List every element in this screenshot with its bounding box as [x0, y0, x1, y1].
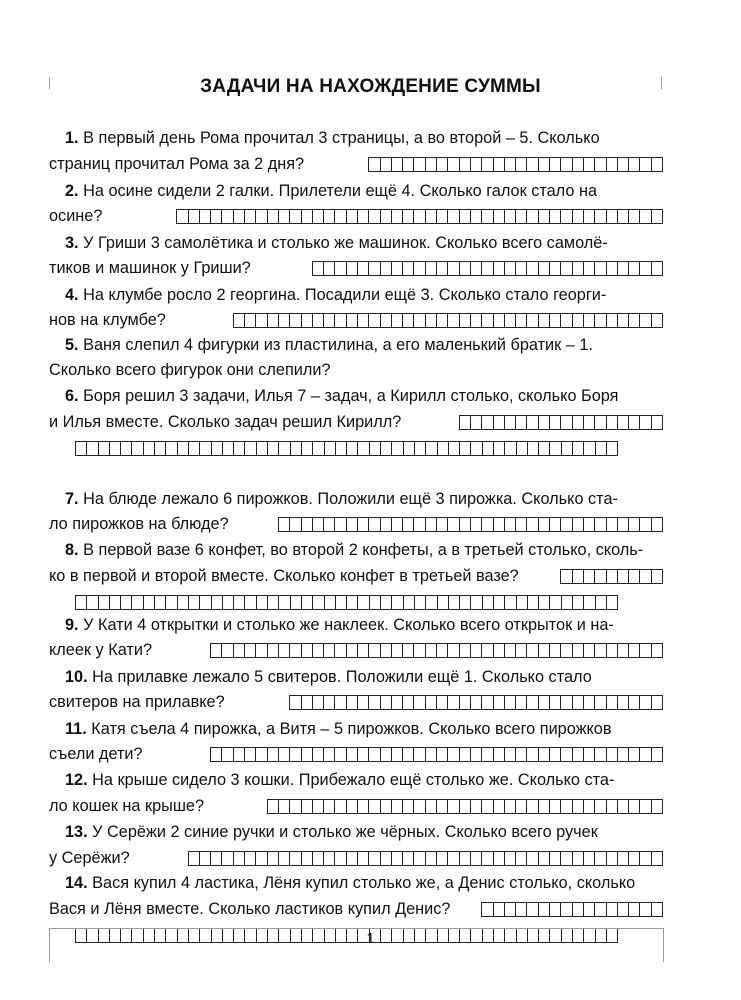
problem-line [49, 691, 663, 713]
problem-line [49, 284, 663, 306]
problem-number: 12. [65, 771, 88, 789]
answer-row [49, 437, 663, 459]
problem-line [49, 180, 663, 202]
answer-row [49, 591, 663, 613]
problem-line [49, 795, 663, 817]
problem-text: осине? [49, 207, 103, 225]
problem-line [49, 769, 663, 791]
problem-line [49, 488, 663, 510]
page-number: 1 [366, 930, 375, 947]
problem-line [49, 334, 663, 356]
problem-text: Вася и Лёня вместе. Сколько ластиков купил Денис? [49, 900, 451, 918]
answer-cell[interactable] [651, 695, 663, 710]
problem-text: В первой вазе 6 конфет, во второй 2 конфеты, а в третьей столько, сколь- [83, 541, 644, 559]
problem-text: свитеров на прилавке? [49, 693, 225, 711]
answer-cell[interactable] [651, 643, 663, 658]
problem-number: 11. [65, 720, 87, 738]
answer-boxes[interactable] [177, 209, 663, 224]
problem-text: страниц прочитал Рома за 2 дня? [49, 155, 305, 173]
answer-boxes[interactable] [268, 799, 663, 814]
problem-text: На блюде лежало 6 пирожков. Положили ещё 3 пирожка. Сколько ста- [83, 490, 618, 508]
problem-line [49, 385, 663, 407]
answer-cell[interactable] [651, 415, 663, 430]
problem-text: На клумбе росло 2 георгина. Посадили ещё 3. Сколько стало георги- [83, 286, 607, 304]
problem-text: тиков и машинок у Гриши? [49, 259, 251, 277]
problem-number: 7. [65, 490, 79, 508]
problem-number: 14. [65, 874, 88, 892]
answer-cell[interactable] [651, 261, 663, 276]
problem-line [49, 898, 663, 920]
problem-text: съели дети? [49, 745, 143, 763]
problem-number: 9. [65, 616, 79, 634]
problem-line [49, 614, 663, 636]
answer-boxes[interactable] [482, 902, 663, 917]
problem-line [49, 309, 663, 331]
answer-boxes[interactable] [234, 313, 663, 328]
problem-number: 2. [65, 182, 79, 200]
problem-line [49, 232, 663, 254]
problem-number: 10. [65, 668, 88, 686]
answer-boxes[interactable] [189, 851, 663, 866]
answer-cell[interactable] [651, 209, 663, 224]
problem-text: ко в первой и второй вместе. Сколько конфет в третьей вазе? [49, 567, 519, 585]
problem-line [49, 153, 663, 175]
problem-number: 5. [65, 336, 79, 354]
problem-text: В первый день Рома прочитал 3 страницы, а во второй – 5. Сколько [83, 129, 600, 147]
problem-line [49, 821, 663, 843]
answer-boxes[interactable] [211, 643, 663, 658]
problem-text: У Кати 4 открытки и столько же наклеек. Сколько всего открыток и на- [83, 616, 614, 634]
problem-text: Катя съела 4 пирожка, а Витя – 5 пирожков. Сколько всего пирожков [91, 720, 612, 738]
answer-cell[interactable] [651, 747, 663, 762]
problem-line [49, 565, 663, 587]
answer-boxes[interactable] [460, 415, 663, 430]
problem-text: На крыше сидело 3 кошки. Прибежало ещё столько же. Сколько ста- [92, 771, 615, 789]
problem-line [49, 257, 663, 279]
problem-text: клеек у Кати? [49, 641, 153, 659]
problem-text: У Гриши 3 самолётика и столько же машинок. Сколько всего самолё- [83, 234, 608, 252]
answer-boxes[interactable] [290, 695, 663, 710]
problem-text: ло пирожков на блюде? [49, 515, 229, 533]
problem-line [49, 359, 663, 381]
problem-line [49, 718, 663, 740]
answer-cell[interactable] [651, 902, 663, 917]
answer-boxes[interactable] [313, 261, 663, 276]
answer-boxes[interactable] [76, 595, 618, 610]
problem-line [49, 666, 663, 688]
answer-cell[interactable] [651, 569, 663, 584]
problem-text: На осине сидели 2 галки. Прилетели ещё 4. Сколько галок стало на [83, 182, 597, 200]
answer-boxes[interactable] [369, 157, 663, 172]
answer-cell[interactable] [606, 595, 618, 610]
problem-line [49, 847, 663, 869]
problem-text: На прилавке лежало 5 свитеров. Положили ещё 1. Сколько стало [92, 668, 592, 686]
answer-boxes[interactable] [76, 441, 618, 456]
problem-line [49, 743, 663, 765]
answer-boxes[interactable] [561, 569, 663, 584]
problem-line [49, 872, 663, 894]
problem-text: и Илья вместе. Сколько задач решил Кирилл? [49, 413, 402, 431]
answer-cell[interactable] [606, 441, 618, 456]
problem-text: Сколько всего фигурок они слепили? [49, 361, 331, 379]
problem-text: У Серёжи 2 синие ручки и столько же чёрных. Сколько всего ручек [92, 823, 598, 841]
problem-number: 6. [65, 387, 79, 405]
problem-line [49, 411, 663, 433]
page-title: ЗАДАЧИ НА НАХОЖДЕНИЕ СУММЫ [200, 76, 541, 97]
problem-number: 4. [65, 286, 79, 304]
problem-number: 3. [65, 234, 79, 252]
problem-line [49, 639, 663, 661]
problem-text: Боря решил 3 задачи, Илья 7 – задач, а Кирилл столько, сколько Боря [83, 387, 619, 405]
problem-line [49, 513, 663, 535]
answer-cell[interactable] [651, 157, 663, 172]
problem-line [49, 127, 663, 149]
answer-boxes[interactable] [279, 517, 663, 532]
answer-cell[interactable] [651, 799, 663, 814]
problem-text: нов на клумбе? [49, 311, 166, 329]
answer-cell[interactable] [651, 851, 663, 866]
answer-boxes[interactable] [211, 747, 663, 762]
problem-number: 8. [65, 541, 79, 559]
problem-line [49, 205, 663, 227]
problem-text: Вася купил 4 ластика, Лёня купил столько же, а Денис столько, сколько [92, 874, 636, 892]
answer-cell[interactable] [651, 517, 663, 532]
problem-text: у Серёжи? [49, 849, 130, 867]
answer-cell[interactable] [651, 313, 663, 328]
problem-number: 13. [65, 823, 88, 841]
problem-text: Ваня слепил 4 фигурки из пластилина, а его маленький братик – 1. [83, 336, 593, 354]
problem-number: 1. [65, 129, 79, 147]
problem-line [49, 539, 663, 561]
problem-text: ло кошек на крыше? [49, 797, 205, 815]
